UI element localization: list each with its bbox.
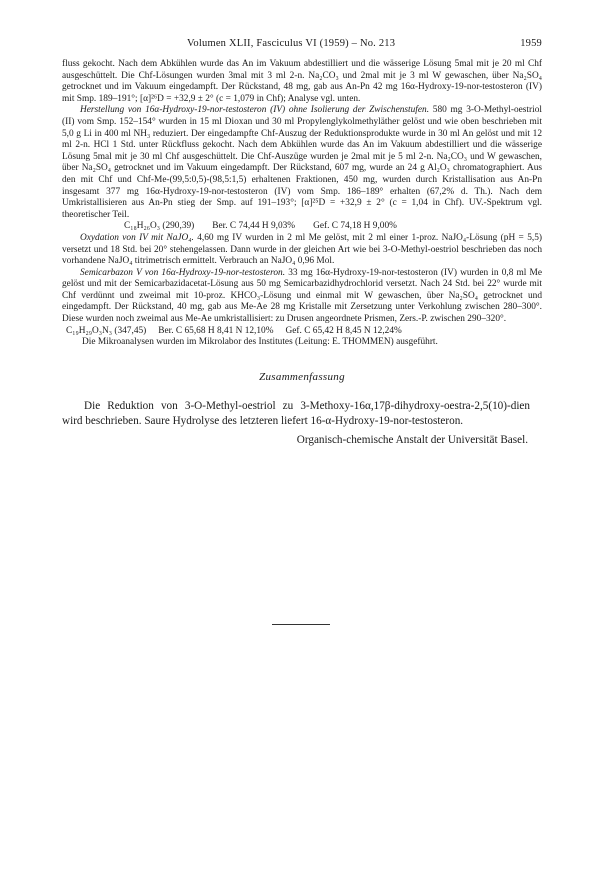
analysis-formula-2 [62, 326, 542, 338]
formula-calculated: Ber. C 74,44 H 9,03% [212, 221, 296, 232]
formula-compound: C₁₈H₂₆O₃ (290,39) [124, 221, 195, 232]
formula-found: Gef. C 74,18 H 9,00% [313, 221, 397, 232]
paragraph-herstellung [62, 105, 542, 221]
paragraph-heading: Oxydation von IV mit NaJO₄. [80, 232, 194, 243]
paragraph-semicarbazon [62, 268, 542, 326]
paragraph-oxydation [62, 233, 542, 268]
article-body [62, 59, 542, 349]
page [62, 38, 542, 446]
formula-calculated: Ber. C 65,68 H 8,41 N 12,10% [158, 325, 274, 336]
paragraph-text: 580 mg 3-O-Methyl-oestriol (II) vom Smp. 152–154° wurden in 15 ml Dioxan und 30 ml Propylenglykolmethyläther gelöst und wie oben beschrieben mit 5,0 g Li in 400 ml NH₃ reduziert. Der eingedampfte Chf-Auszug der Reduktionsprodukte wurde in 30 ml An gelöst und mit 12 ml 2-n. HCl 1 Std. unter Rückfluss gekocht. Nach dem Abkühlen wurde das An im Vakuum abdestilliert und die wässerige Lösung 5mal mit je 30 ml Chf ausgeschüttelt. Die Chf-Auszüge wurden je 2mal mit je 5 ml 2-n. Na₂CO₃ und W gewaschen, über Na₂SO₄ getrocknet und im Vakuum eingedampft. Der Rückstand, 607 mg, wurde an 24 g Al₂O₃ chromatographiert. Aus den mit Chf und Chf-Me-(99,5:0,5)-(98,5:1,5) erhaltenen Fraktionen, 450 mg, wurden durch Kristallisation aus An-Pn insgesamt 377 mg 16α-Hydroxy-19-nor-testosteron (IV) vom Smp. 186–189° erhalten (67,2% d. Th.). Nach dem Umkristallisieren aus An-Pn stieg der Smp. auf 191–193°; [α]²⁵D = +32,9 ± 2° (c = 1,04 in Chf). UV.-Spektrum vgl. theoretischer Teil. [62, 105, 542, 220]
formula-compound: C₁₉H₂₉O₃N₃ (347,45) [66, 325, 147, 336]
formula-found: Gef. C 65,42 H 8,45 N 12,24% [285, 325, 402, 336]
page-number: 1959 [520, 38, 542, 49]
paragraph-text: 33 mg 16α-Hydroxy-19-nor-testosteron (IV) wurden in 0,8 ml Me gelöst und mit der Semicarbazidacetat-Lösung aus 50 mg Semicarbazidhydrochlorid versetzt. Nach 24 Std. bei 22° wurde mit Chf verdünnt und zweimal mit 10-proz. KHCO₃-Lösung und einmal mit W gewaschen, über Na₂SO₄ getrocknet und eingedampft. Der Rückstand, 40 mg, gab aus Me-Ae 28 mg Kristalle mit Zersetzung unter Verkohlung zwischen 280–300°. Diese wurden noch zweimal aus Me-Ae umkristallisiert: zu Drusen angeordnete Prismen, Zers.-P. zwischen 290–320°. [62, 267, 542, 325]
acknowledgement: Die Mikroanalysen wurden im Mikrolabor des Institutes (Leitung: E. THOMMEN) ausgeführt. [82, 337, 438, 348]
paragraph-text: 4,60 mg IV wurden in 2 ml Me gelöst, mit 2 ml einer 1-proz. NaJO₄-Lösung (pH = 5,5) versetzt und 18 Std. bei 20° stehengelassen. Dann wurde in der gleichen Art wie bei 3-O-Methyl-oestriol beschrieben das noch vorhandene NaJO₄ titrimetrisch ermittelt. Verbrauch an NaJO₄ 0,96 Mol. [62, 232, 542, 267]
institute-affiliation: Organisch-chemische Anstalt der Universität Basel. [296, 433, 528, 446]
journal-title: Volumen XLII, Fasciculus VI (1959) – No. 213 [187, 38, 396, 49]
end-rule [272, 624, 330, 625]
running-header [62, 38, 542, 49]
paragraph-heading: Semicarbazon V von 16α-Hydroxy-19-nor-testosteron. [80, 267, 286, 278]
summary-heading: Zusammenfassung [259, 370, 345, 383]
summary-text: Die Reduktion von 3-O-Methyl-oestriol zu 3-Methoxy-16α,17β-dihydroxy-oestra-2,5(10)-dien wird beschrieben. Saure Hydrolyse des letzteren liefert 16-α-Hydroxy-19-nor-testosteron. [62, 399, 530, 427]
paragraph-continuation: fluss gekocht. Nach dem Abkühlen wurde das An im Vakuum abdestilliert und die wässerige Lösung 5mal mit je 20 ml Chf ausgeschüttelt. Die Chf-Lösungen wurden 3mal mit 3 ml 2-n. Na₂CO₃ und 2mal mit je 3 ml W gewaschen, über Na₂SO₄ getrocknet und im Vakuum eingedampft. Der Rückstand, 48 mg, gab aus An-Pn 42 mg 16α-Hydroxy-19-nor-testosteron (IV) mit Smp. 189–191°; [α]²⁶D = +32,9 ± 2° (c = 1,079 in Chf); Analyse vgl. unten. [62, 59, 542, 104]
analysis-formula-1 [62, 221, 542, 233]
paragraph-heading: Herstellung von 16α-Hydroxy-19-nor-testosteron (IV) ohne Isolierung der Zwischenstufen. [80, 105, 430, 116]
